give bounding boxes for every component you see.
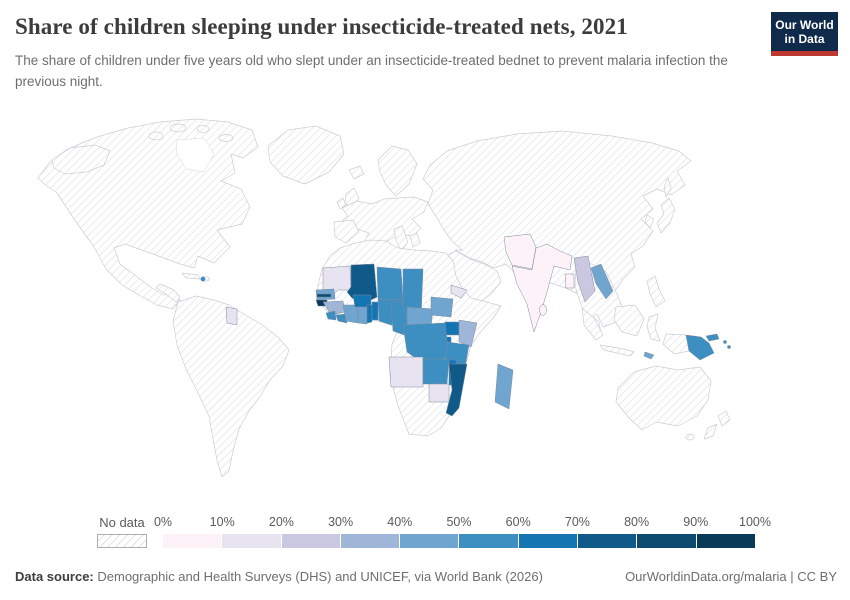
legend-bin-0-10%[interactable] — [163, 534, 221, 548]
landmass-philippines — [647, 276, 665, 307]
legend-tick-label: 20% — [268, 515, 294, 529]
country-zambia[interactable] — [423, 359, 449, 384]
arctic-island — [197, 126, 209, 133]
landmass-greenland — [268, 126, 344, 184]
legend-tick-label: 90% — [683, 515, 709, 529]
landmass-tasmania — [686, 434, 694, 440]
landmass-scandinavia — [378, 146, 417, 196]
legend-tick-label: 60% — [505, 515, 531, 529]
legend-tick-label: 100% — [739, 515, 771, 529]
legend-bin-60-70%[interactable] — [519, 534, 577, 548]
data-source — [15, 569, 543, 584]
legend-tick-label: 40% — [387, 515, 413, 529]
no-data-swatch[interactable] — [97, 534, 147, 548]
landmass-iceland — [349, 166, 364, 179]
legend-scale — [153, 515, 771, 548]
country-uganda[interactable] — [445, 322, 459, 335]
owid-logo-line1: Our World — [775, 17, 834, 32]
country-solomon-islands[interactable] — [723, 340, 726, 343]
landmass-australia — [616, 366, 711, 430]
country-haiti[interactable] — [201, 277, 205, 281]
legend-bin-10-20%[interactable] — [222, 534, 280, 548]
legend-bin-80-90%[interactable] — [637, 534, 695, 548]
owid-logo-line2: in Data — [784, 31, 825, 46]
landmass-japan — [657, 198, 675, 233]
country-madagascar[interactable] — [495, 364, 513, 409]
legend-bin-40-50%[interactable] — [400, 534, 458, 548]
country-gambia[interactable] — [317, 294, 331, 297]
data-source-text: Demographic and Health Surveys (DHS) and UNICEF, via World Bank (2026) — [97, 569, 543, 584]
map-legend — [97, 515, 771, 553]
landmass-greece — [410, 233, 420, 247]
country-niger[interactable] — [377, 267, 403, 300]
legend-tick-label: 30% — [328, 515, 354, 529]
legend-bin-90-100%[interactable] — [697, 534, 755, 548]
country-ghana[interactable] — [358, 307, 367, 324]
country-solomon-islands[interactable] — [727, 345, 730, 348]
country-guyana[interactable] — [226, 307, 237, 325]
legend-no-data — [97, 515, 147, 553]
country-togo[interactable] — [367, 305, 372, 323]
country-angola[interactable] — [389, 357, 423, 387]
country-timor-leste[interactable] — [644, 352, 654, 359]
landmass-west-new-guinea — [663, 334, 689, 354]
legend-bin-70-80%[interactable] — [578, 534, 636, 548]
country-sri-lanka[interactable] — [540, 305, 547, 316]
legend-bin-30-40%[interactable] — [341, 534, 399, 548]
legend-bin-20-30%[interactable] — [282, 534, 340, 548]
country-south-sudan[interactable] — [431, 297, 453, 317]
landmass-borneo — [614, 305, 644, 336]
landmass-sulawesi — [647, 314, 660, 341]
legend-scale-bar — [163, 534, 755, 548]
legend-tick-label: 0% — [153, 515, 173, 529]
data-source-label: Data source: — [15, 569, 94, 584]
world-map-svg — [0, 98, 850, 510]
arctic-island — [149, 132, 163, 140]
country-benin[interactable] — [372, 302, 378, 320]
legend-bin-50-60%[interactable] — [459, 534, 517, 548]
footer-link[interactable]: OurWorldinData.org/malaria | CC BY — [625, 569, 837, 584]
world-map — [0, 98, 850, 510]
country-zimbabwe[interactable] — [429, 384, 449, 402]
country-bangladesh[interactable] — [565, 274, 574, 288]
chart-subtitle: The share of children under five years old who slept under an insecticide-treated bednet to prevent malaria infection the previous night. — [15, 53, 728, 89]
country-papua-new-guinea-new-britain[interactable] — [706, 334, 719, 341]
legend-tick-label: 10% — [209, 515, 235, 529]
no-data-label: No data — [99, 515, 145, 530]
owid-logo[interactable] — [771, 12, 838, 56]
country-kenya[interactable] — [459, 320, 477, 347]
landmass-north-america — [38, 119, 258, 309]
legend-tick-label: 70% — [564, 515, 590, 529]
country-sierra-leone[interactable] — [326, 311, 336, 320]
chart-title: Share of children sleeping under insecticide-treated nets, 2021 — [15, 14, 628, 39]
legend-tick-label: 50% — [446, 515, 472, 529]
arctic-island — [170, 124, 186, 132]
landmass-new-zealand-south — [704, 424, 717, 439]
arctic-island — [219, 135, 233, 142]
landmass-cuba — [182, 273, 200, 279]
footer — [15, 569, 837, 584]
landmass-java — [600, 345, 634, 356]
legend-tick-label: 80% — [624, 515, 650, 529]
landmass-new-zealand-north — [718, 411, 730, 426]
legend-tick-labels — [153, 515, 771, 534]
